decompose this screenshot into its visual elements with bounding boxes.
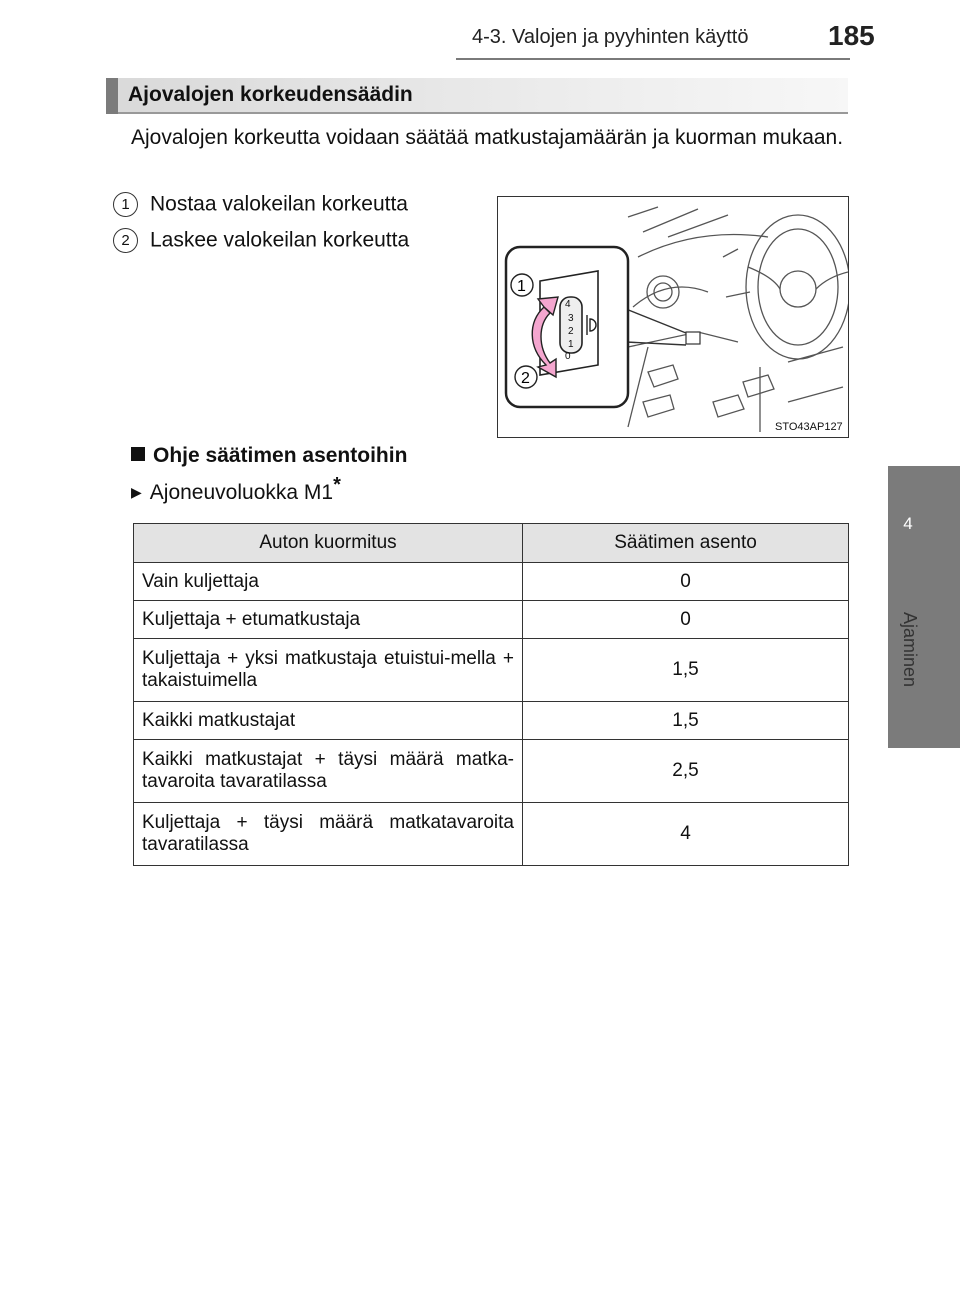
- step-1: [113, 192, 408, 217]
- position-cell: 4: [523, 803, 849, 866]
- running-header-section: 4-3. Valojen ja pyyhinten käyttö: [472, 26, 749, 48]
- triangle-bullet-icon: ▶: [131, 484, 142, 500]
- chapter-number: 4: [903, 514, 913, 533]
- dial-position-table: [133, 523, 849, 866]
- vehicle-class-item: [131, 474, 341, 505]
- step-number-badge: 1: [113, 192, 138, 217]
- callout-1-number: 1: [517, 278, 526, 295]
- position-cell: 1,5: [523, 639, 849, 702]
- square-bullet-icon: [131, 447, 145, 461]
- load-cell: Kuljettaja + etumatkustaja: [134, 601, 523, 639]
- dashboard-lines: [628, 207, 848, 432]
- vehicle-class-label: Ajoneuvoluokka M1: [149, 481, 334, 504]
- dashboard-drawing: [498, 197, 848, 437]
- position-cell: 0: [523, 601, 849, 639]
- section-title-band: [106, 78, 848, 114]
- column-header-load: Auton kuormitus: [134, 524, 523, 563]
- position-cell: 2,5: [523, 740, 849, 803]
- subheading: [131, 444, 407, 468]
- table-row: [134, 563, 849, 601]
- table-row: [134, 639, 849, 702]
- figure-code: STO43AP127: [775, 421, 843, 433]
- subheading-text: Ohje säätimen asentoihin: [153, 444, 408, 467]
- table-row: [134, 702, 849, 740]
- dial-mark: 1: [568, 339, 574, 350]
- load-cell: Kaikki matkustajat + täysi määrä matka-tavaroita tavaratilassa: [134, 740, 523, 803]
- headlight-leveling-illustration: [497, 196, 849, 438]
- step-number-badge: 2: [113, 228, 138, 253]
- dial-mark: 4: [565, 299, 571, 310]
- load-cell: Kaikki matkustajat: [134, 702, 523, 740]
- chapter-label: Ajaminen: [900, 612, 920, 688]
- column-header-position: Säätimen asento: [523, 524, 849, 563]
- dial-mark: 3: [568, 313, 574, 324]
- chapter-tab: [888, 466, 960, 748]
- page-number: 185: [828, 20, 875, 51]
- table-row: [134, 601, 849, 639]
- step-label: Laskee valokeilan korkeutta: [150, 228, 410, 252]
- section-title: Ajovalojen korkeudensäädin: [128, 83, 413, 106]
- load-cell: Vain kuljettaja: [134, 563, 523, 601]
- header-divider: [456, 58, 850, 60]
- dial-mark: 0: [565, 351, 571, 362]
- dial-mark: 2: [568, 326, 574, 337]
- table-header-row: [134, 524, 849, 563]
- table-row: [134, 803, 849, 866]
- intro-paragraph: Ajovalojen korkeutta voidaan säätää matkustajamäärän ja kuorman mukaan.: [131, 126, 844, 149]
- step-label: Nostaa valokeilan korkeutta: [150, 192, 408, 216]
- switch-on-dash: [686, 332, 700, 344]
- load-cell: Kuljettaja + täysi määrä matkatavaroita tavaratilassa: [134, 803, 523, 866]
- callout-2-number: 2: [521, 370, 530, 387]
- step-2: [113, 228, 409, 253]
- table-row: [134, 740, 849, 803]
- load-cell: Kuljettaja + yksi matkustaja etuistui-mella + takaistuimella: [134, 639, 523, 702]
- footnote-marker: *: [333, 474, 341, 496]
- position-cell: 0: [523, 563, 849, 601]
- position-cell: 1,5: [523, 702, 849, 740]
- zoom-connector: [626, 309, 686, 345]
- section-title-marker: [106, 78, 118, 114]
